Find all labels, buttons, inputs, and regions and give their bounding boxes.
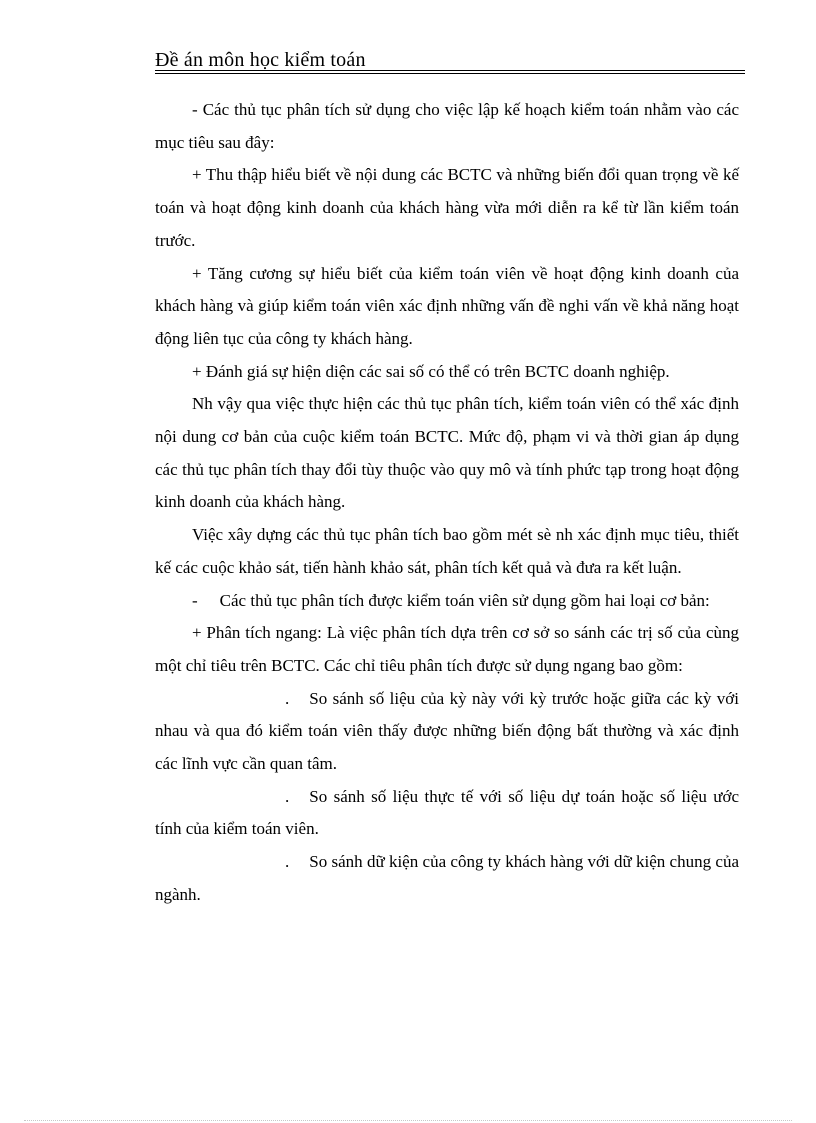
header-rule-top	[155, 70, 745, 71]
paragraph-enhance-understanding: + Tăng cương sự hiểu biết của kiểm toán viên về hoạt động kinh doanh của khách hàng và giúp kiểm toán viên xác định những vấn đề nghi vấn về khả năng hoạt động liên tục của công ty khách hàng.	[155, 263, 739, 348]
list-item-compare-budget	[155, 781, 739, 846]
paragraph-two-types	[155, 585, 739, 618]
paragraph-horizontal-analysis: + Phân tích ngang: Là việc phân tích dựa trên cơ sở so sánh các trị số của cùng một chỉ tiêu trên BCTC. Các chỉ tiêu phân tích được sử dụng ngang bao gồm:	[155, 623, 739, 675]
list-item-compare-industry	[155, 846, 739, 911]
document-body	[155, 94, 739, 912]
header-title: Đề án môn học kiểm toán	[155, 49, 366, 71]
header-rule-bottom	[155, 73, 745, 74]
page-header	[155, 48, 745, 74]
paragraph-gather-understanding: + Thu thập hiểu biết về nội dung các BCTC và những biến đổi quan trọng về kế toán và hoạt động kinh doanh của khách hàng vừa mới diễn ra kể từ lần kiểm toán trước.	[155, 165, 739, 250]
paragraph-analytical-procedures-intro: - Các thủ tục phân tích sử dụng cho việc lập kế hoạch kiểm toán nhằm vào các mục tiêu sau đây:	[155, 100, 739, 152]
paragraph-assess-misstatements: + Đánh giá sự hiện diện các sai số có thể có trên BCTC doanh nghiệp.	[192, 361, 670, 381]
dash-marker: -	[192, 590, 198, 610]
page-bottom-dotted-rule	[24, 1120, 792, 1121]
list-item-compare-periods-text: So sánh số liệu của kỳ này với kỳ trước hoặc giữa các kỳ với nhau và qua đó kiểm toán viên thấy được những biến động bất thường và xác định các lĩnh vực cần quan tâm.	[155, 688, 739, 774]
list-item-compare-industry-text: So sánh dữ kiện của công ty khách hàng với dữ kiện chung của ngành.	[155, 852, 739, 904]
list-item-compare-budget-text: So sánh số liệu thực tế với số liệu dự toán hoặc số liệu ước tính của kiểm toán viên.	[155, 786, 739, 839]
paragraph-building-procedures: Việc xây dựng các thủ tục phân tích bao gồm mét sè nh xác định mục tiêu, thiết kế các cuộc khảo sát, tiến hành khảo sát, phân tích kết quả và đưa ra kết luận.	[155, 525, 739, 577]
paragraph-conclusion-scope: Nh vậy qua việc thực hiện các thủ tục phân tích, kiểm toán viên có thể xác định nội dung cơ bản của cuộc kiểm toán BCTC. Mức độ, phạm vi và thời gian áp dụng các thủ tục phân tích thay đổi tùy thuộc vào quy mô và tính phức tạp trong hoạt động kinh doanh của khách hàng.	[155, 394, 739, 512]
dot-marker: .	[285, 688, 290, 708]
dot-marker: .	[285, 852, 290, 872]
paragraph-two-types-text: Các thủ tục phân tích được kiểm toán viên sử dụng gồm hai loại cơ bản:	[219, 590, 710, 610]
dot-marker: .	[285, 786, 290, 806]
list-item-compare-periods	[155, 683, 739, 781]
